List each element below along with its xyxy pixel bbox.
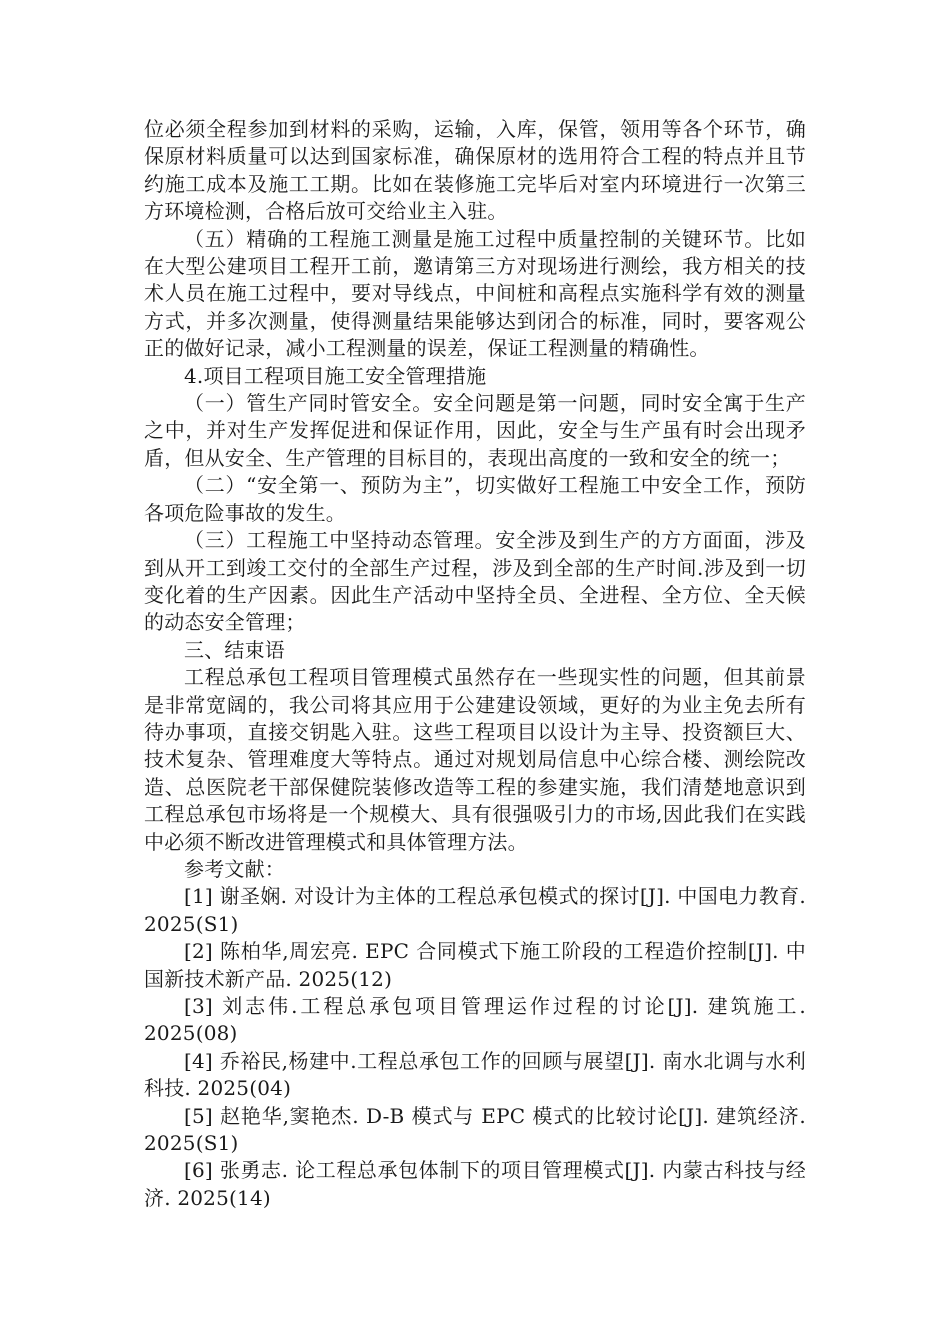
paragraph-conclusion: 工程总承包工程项目管理模式虽然存在一些现实性的问题，但其前景是非常宽阔的，我公司将其应用于公建建设领域，更好的为业主免去所有待办事项，直接交钥匙入驻。这些工程项目以设计为主导、投资额巨大、技术复杂、管理难度大等特点。通过对规划局信息中心综合楼、测绘院改造、总医院老干部保健院装修改造等工程的参建实施，我们清楚地意识到工程总承包市场将是一个规模大、具有很强吸引力的市场,因此我们在实践中必须不断改进管理模式和具体管理方法。 <box>144 665 806 854</box>
reference-item-2: [2] 陈柏华,周宏亮. EPC 合同模式下施工阶段的工程造价控制[J]. 中国新技术新产品. 2025(12) <box>144 939 806 991</box>
section-heading-safety: 4.项目工程项目施工安全管理措施 <box>184 363 487 388</box>
paragraph-safety-1: （一）管生产同时管安全。安全问题是第一问题，同时安全寓于生产之中，并对生产发挥促进和保证作用，因此，安全与生产虽有时会出现矛盾，但从安全、生产管理的目标目的，表现出高度的一致和安全的统一； <box>144 391 806 470</box>
reference-item-4: [4] 乔裕民,杨建中.工程总承包工作的回顾与展望[J]. 南水北调与水利科技. 2025(04) <box>144 1048 806 1101</box>
paragraph-safety-2: （二）“安全第一、预防为主”，切实做好工程施工中安全工作，预防各项危险事故的发生。 <box>144 473 806 525</box>
paragraph-material-control: 位必须全程参加到材料的采购，运输，入库，保管，领用等各个环节，确保原材料质量可以达到国家标准，确保原材的选用符合工程的特点并且节约施工成本及施工工期。比如在装修施工完毕后对室内环境进行一次第三方环境检测，合格后放可交给业主入驻。 <box>144 117 806 224</box>
section-heading-conclusion: 三、结束语 <box>184 637 285 662</box>
paragraph-safety-3: （三）工程施工中坚持动态管理。安全涉及到生产的方方面面，涉及到从开工到竣工交付的全部生产过程，涉及到全部的生产时间.涉及到一切变化着的生产因素。因此生产活动中坚持全员、全进程、全方位、全天候的动态安全管理； <box>144 528 806 635</box>
reference-item-1: [1] 谢圣娴. 对设计为主体的工程总承包模式的探讨[J]. 中国电力教育. 2025(S1) <box>144 884 806 936</box>
reference-item-3: [3] 刘志伟.工程总承包项目管理运作过程的讨论[J]. 建筑施工. 2025(08) <box>144 994 806 1046</box>
references-title: 参考文献： <box>184 856 285 881</box>
paragraph-survey-precision: （五）精确的工程施工测量是施工过程中质量控制的关键环节。比如在大型公建项目工程开工前，邀请第三方对现场进行测绘，我方相关的技术人员在施工过程中，要对导线点，中间桩和高程点实施科学有效的测量方式，并多次测量，使得测量结果能够达到闭合的标准，同时，要客观公正的做好记录，减小工程测量的误差，保证工程测量的精确性。 <box>144 226 806 361</box>
reference-item-6: [6] 张勇志. 论工程总承包体制下的项目管理模式[J]. 内蒙古科技与经济. 2025(14) <box>144 1158 806 1210</box>
document-page <box>144 116 806 1212</box>
reference-item-5: [5] 赵艳华,窦艳杰. D-B 模式与 EPC 模式的比较讨论[J]. 建筑经济. 2025(S1) <box>144 1103 806 1156</box>
